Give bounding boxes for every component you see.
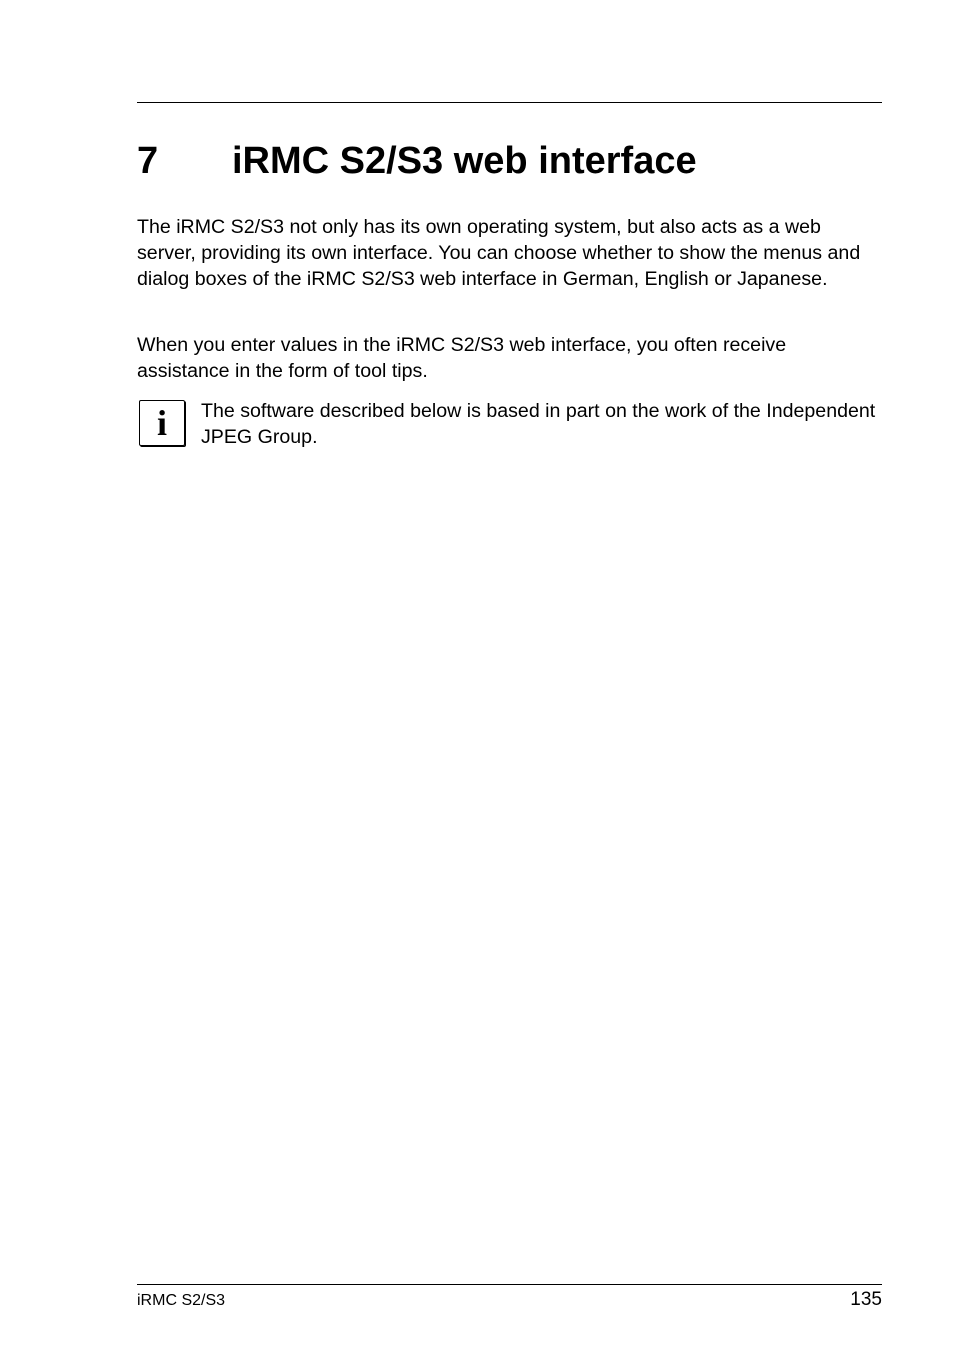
chapter-number: 7 — [137, 140, 159, 182]
chapter-heading — [137, 136, 882, 186]
header-rule — [137, 102, 882, 103]
footer-product: iRMC S2/S3 — [137, 1292, 226, 1309]
footer-rule — [137, 1284, 882, 1285]
tooltip-paragraph: When you enter values in the iRMC S2/S3 web interface, you often receive assistance in the form of tool tips. — [137, 334, 787, 382]
info-note-text: The software described below is based in part on the work of the Independent JPEG Group. — [201, 400, 876, 448]
page-number: 135 — [850, 1289, 882, 1310]
info-icon: i — [139, 400, 185, 446]
chapter-title: iRMC S2/S3 web interface — [232, 140, 697, 182]
intro-paragraph: The iRMC S2/S3 not only has its own operating system, but also acts as a web server, providing its own interface. You can choose whether to show the menus and dialog boxes of the iRMC S2/S3 web interface in German, English or Japanese. — [137, 216, 861, 290]
